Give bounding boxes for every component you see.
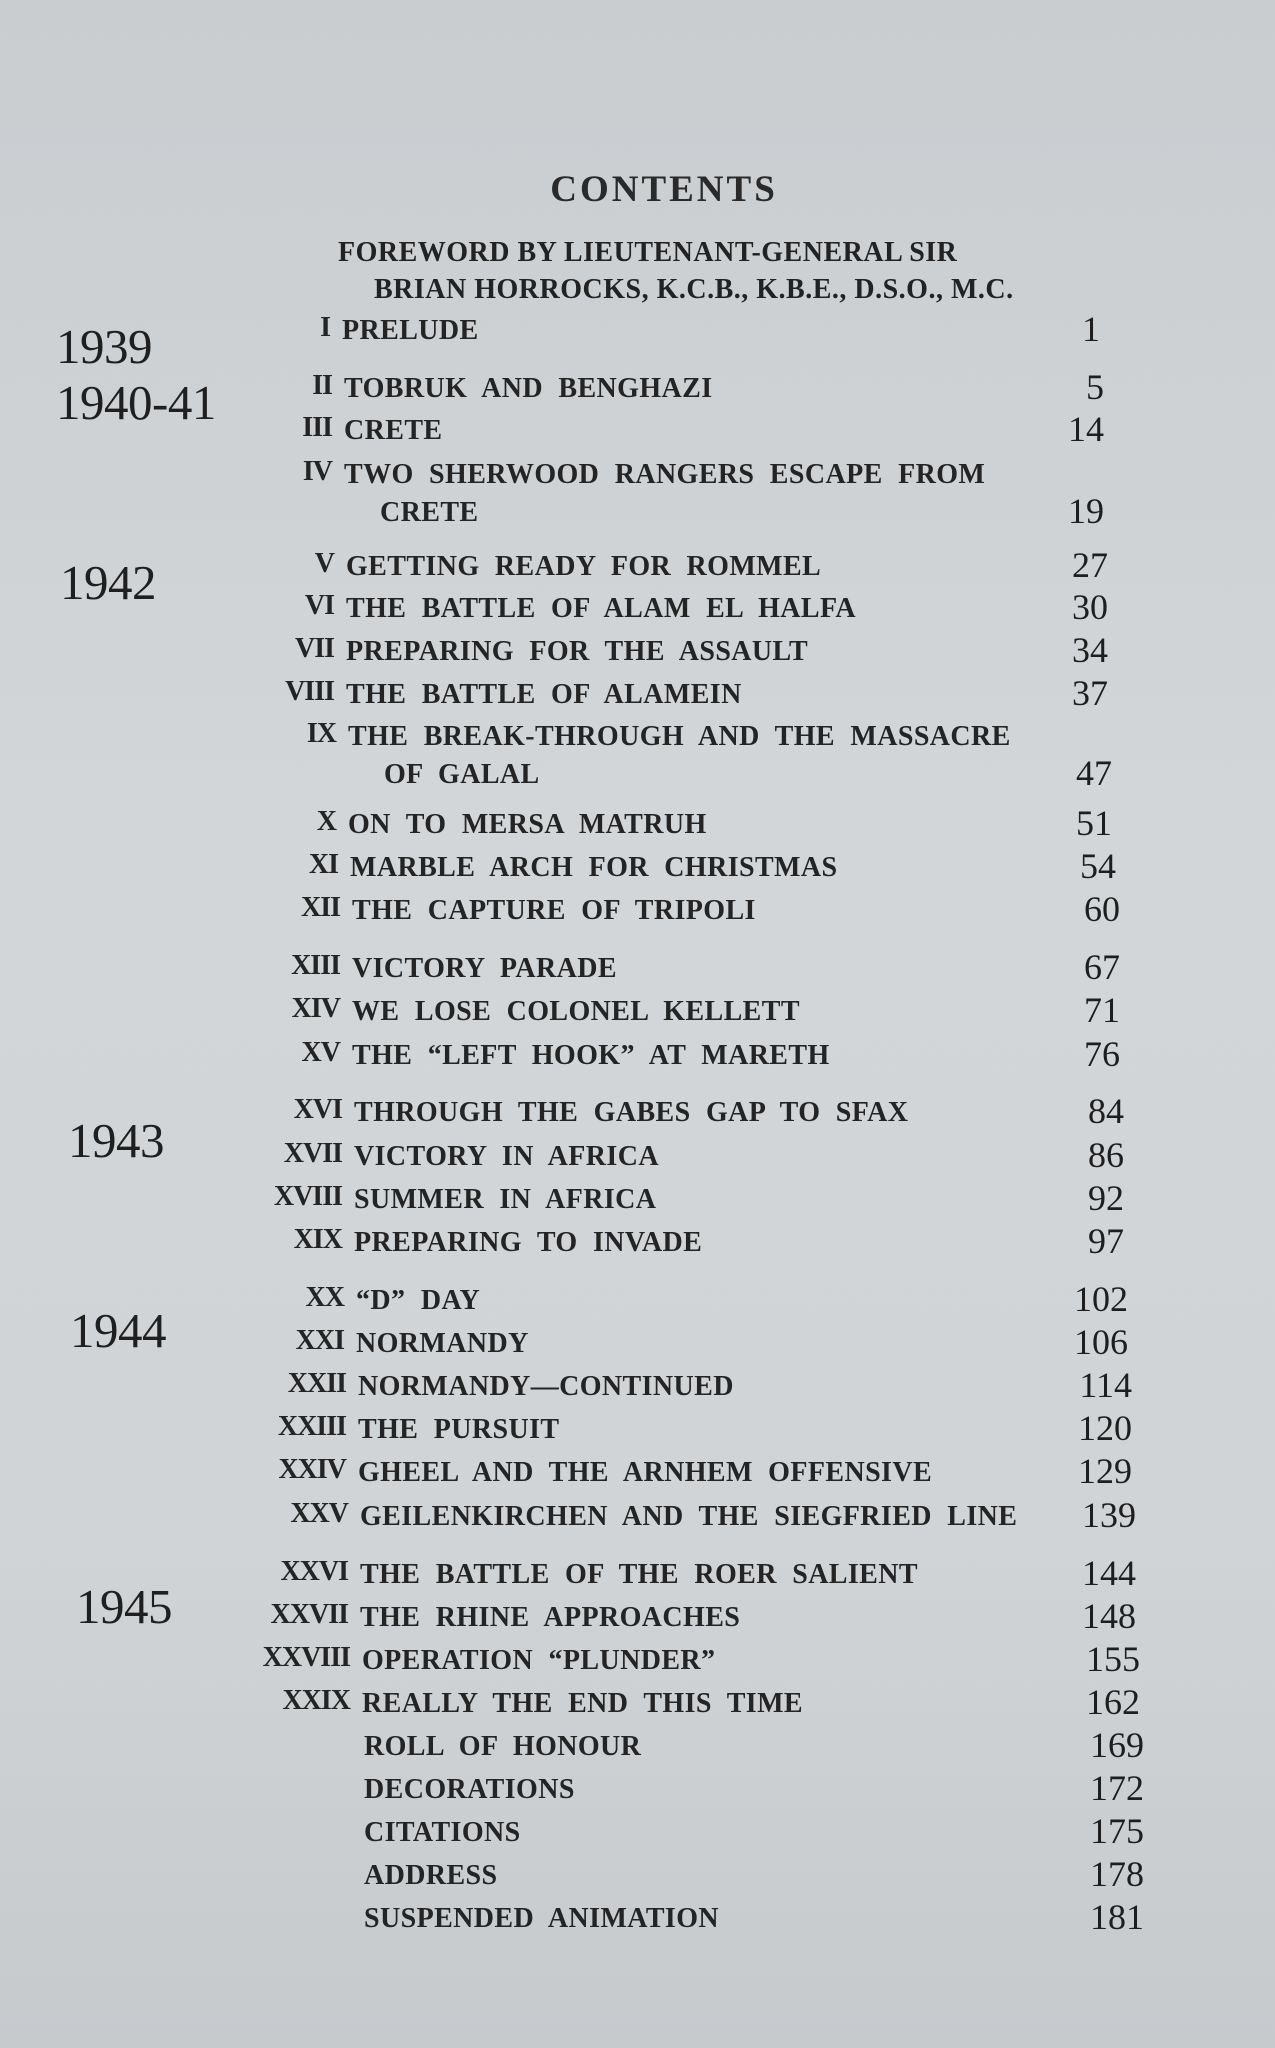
chapter-title-block: [344, 412, 442, 450]
page-number: 120: [1078, 1408, 1132, 1448]
page-number: 97: [1088, 1221, 1124, 1261]
page-number: 1: [1082, 309, 1100, 349]
chapter-title: REALLY THE END THIS TIME: [362, 1688, 804, 1719]
chapter-number: XIV: [291, 993, 340, 1024]
page-number: 175: [1090, 1811, 1144, 1851]
chapter-title: ON TO MERSA MATRUH: [348, 809, 707, 840]
year-label: 1943: [68, 1113, 164, 1168]
chapter-number: VIII: [285, 676, 334, 707]
chapter-title-continued: CRETE: [380, 497, 479, 528]
page-number: 67: [1084, 947, 1120, 987]
chapter-number: XXVII: [270, 1599, 348, 1630]
chapter-title-block: [360, 1556, 918, 1594]
page-number: 139: [1082, 1495, 1136, 1535]
chapter-title-block: [352, 1037, 830, 1075]
chapter-title: CITATIONS: [364, 1817, 521, 1848]
chapter-title-block: [354, 1094, 908, 1132]
chapter-title: NORMANDY: [356, 1328, 529, 1359]
chapter-title: PRELUDE: [342, 315, 479, 346]
page-number: 169: [1090, 1725, 1144, 1765]
chapter-title: THE BATTLE OF ALAM EL HALFA: [346, 593, 857, 624]
chapter-title: THE BREAK-THROUGH AND THE MASSACRE: [348, 721, 1011, 752]
chapter-number: VII: [294, 633, 334, 664]
chapter-title: OPERATION “PLUNDER”: [362, 1645, 716, 1676]
chapter-title: “D” DAY: [356, 1285, 481, 1316]
chapter-title-block: [356, 1282, 480, 1320]
chapter-title-block: [352, 892, 756, 930]
page-number: 54: [1080, 846, 1116, 886]
chapter-number: XVIII: [273, 1181, 342, 1212]
page-number: 102: [1074, 1279, 1128, 1319]
year-label: 1945: [76, 1579, 172, 1634]
chapter-title-block: [356, 1325, 529, 1363]
chapter-number: VI: [304, 590, 334, 621]
chapter-number: XI: [308, 849, 338, 880]
chapter-title-block: [362, 1685, 803, 1723]
chapter-title: PREPARING TO INVADE: [354, 1227, 703, 1258]
page-number: 37: [1072, 673, 1108, 713]
chapter-title-block: [358, 1368, 734, 1406]
chapter-title-block: [364, 1728, 641, 1766]
page-number: 5: [1086, 367, 1104, 407]
chapter-number: XXV: [290, 1498, 348, 1529]
page-number: 178: [1090, 1854, 1144, 1894]
chapter-title: GHEEL AND THE ARNHEM OFFENSIVE: [358, 1457, 933, 1488]
chapter-title: DECORATIONS: [364, 1774, 575, 1805]
chapter-number: XVI: [293, 1094, 342, 1125]
chapter-number: XXIV: [278, 1454, 346, 1485]
chapter-title: THE “LEFT HOOK” AT MARETH: [352, 1040, 830, 1071]
chapter-number: XXVI: [280, 1556, 348, 1587]
page-number: 92: [1088, 1178, 1124, 1218]
chapter-title-block: [344, 370, 713, 408]
chapter-number: XIII: [291, 950, 340, 981]
chapter-number: I: [320, 312, 330, 343]
year-label: 1942: [60, 555, 156, 610]
chapter-title: THROUGH THE GABES GAP TO SFAX: [354, 1097, 909, 1128]
chapter-title-block: [346, 676, 742, 714]
chapter-number: XV: [301, 1037, 340, 1068]
chapter-title: MARBLE ARCH FOR CHRISTMAS: [350, 852, 838, 883]
chapter-title: VICTORY PARADE: [352, 953, 617, 984]
foreword-line-1: FOREWORD BY LIEUTENANT-GENERAL SIR: [338, 237, 958, 268]
chapter-title-block: [348, 806, 707, 844]
chapter-title-block: [346, 633, 808, 671]
chapter-number: XXIII: [277, 1411, 346, 1442]
chapter-number: XXII: [287, 1368, 346, 1399]
page-number: 14: [1068, 409, 1104, 449]
chapter-title: GETTING READY FOR ROMMEL: [346, 551, 822, 582]
chapter-number: XIX: [293, 1224, 342, 1255]
chapter-title-block: [364, 1771, 575, 1809]
chapter-number: X: [316, 806, 336, 837]
chapter-title: PREPARING FOR THE ASSAULT: [346, 636, 809, 667]
chapter-title-block: [360, 1498, 1017, 1536]
chapter-number: XVII: [283, 1138, 342, 1169]
chapter-number: III: [302, 412, 332, 443]
page-number: 34: [1072, 630, 1108, 670]
chapter-number: IV: [302, 456, 332, 487]
chapter-title-block: [358, 1454, 932, 1492]
chapter-number: XXI: [295, 1325, 344, 1356]
chapter-title-block: [354, 1181, 656, 1219]
chapter-title: THE BATTLE OF THE ROER SALIENT: [360, 1559, 918, 1590]
foreword-line-2: BRIAN HORROCKS, K.C.B., K.B.E., D.S.O., M.C.: [374, 274, 1014, 305]
page-number: 27: [1072, 545, 1108, 585]
chapter-title-block: [342, 312, 479, 350]
chapter-title-block: [352, 950, 617, 988]
chapter-title: ROLL OF HONOUR: [364, 1731, 642, 1762]
page-number: 19: [1068, 491, 1104, 531]
foreword-entry: [338, 234, 1014, 308]
chapter-title: VICTORY IN AFRICA: [354, 1141, 659, 1172]
chapter-title-block: [364, 1814, 521, 1852]
year-label: 1939: [56, 319, 152, 374]
chapter-title: THE RHINE APPROACHES: [360, 1602, 741, 1633]
page-number: 148: [1082, 1596, 1136, 1636]
chapter-number: II: [312, 370, 332, 401]
page-number: 172: [1090, 1768, 1144, 1808]
chapter-title: GEILENKIRCHEN AND THE SIEGFRIED LINE: [360, 1501, 1018, 1532]
page-number: 155: [1086, 1639, 1140, 1679]
chapter-title: NORMANDY—CONTINUED: [358, 1371, 734, 1402]
chapter-number: XXIX: [282, 1685, 350, 1716]
chapter-title: TWO SHERWOOD RANGERS ESCAPE FROM: [344, 459, 986, 490]
chapter-title-block: [362, 1642, 715, 1680]
chapter-number: XX: [305, 1282, 344, 1313]
chapter-title-block: [364, 1857, 498, 1895]
chapter-title-block: [352, 993, 800, 1031]
chapter-title-block: [358, 1411, 559, 1449]
chapter-title: SUMMER IN AFRICA: [354, 1184, 657, 1215]
page-number: 181: [1090, 1897, 1144, 1937]
chapter-title-block: [346, 548, 821, 586]
chapter-number: IX: [306, 718, 336, 749]
chapter-number: XII: [300, 892, 340, 923]
page-number: 60: [1084, 889, 1120, 929]
chapter-title: CRETE: [344, 415, 443, 446]
page-title: CONTENTS: [550, 169, 778, 210]
page-number: 30: [1072, 587, 1108, 627]
page-number: 47: [1076, 753, 1112, 793]
page-number: 129: [1078, 1451, 1132, 1491]
page-number: 86: [1088, 1135, 1124, 1175]
chapter-title-continued: OF GALAL: [384, 759, 540, 790]
year-label: 1940-41: [56, 375, 216, 430]
year-label: 1944: [70, 1303, 166, 1358]
page-number: 71: [1084, 990, 1120, 1030]
chapter-title: THE BATTLE OF ALAMEIN: [346, 679, 742, 710]
chapter-number: V: [314, 548, 334, 579]
page-number: 51: [1076, 803, 1112, 843]
chapter-number: XXVIII: [262, 1642, 350, 1673]
chapter-title-block: [360, 1599, 740, 1637]
chapter-title-block: [346, 590, 856, 628]
page-number: 106: [1074, 1322, 1128, 1362]
page-number: 162: [1086, 1682, 1140, 1722]
chapter-title-block: [348, 718, 1011, 794]
chapter-title: THE PURSUIT: [358, 1414, 560, 1445]
chapter-title: WE LOSE COLONEL KELLETT: [352, 996, 800, 1027]
chapter-title: THE CAPTURE OF TRIPOLI: [352, 895, 756, 926]
chapter-title-block: [364, 1900, 719, 1938]
chapter-title: ADDRESS: [364, 1860, 498, 1891]
page-number: 84: [1088, 1091, 1124, 1131]
chapter-title: SUSPENDED ANIMATION: [364, 1903, 720, 1934]
chapter-title-block: [354, 1138, 659, 1176]
chapter-title-block: [354, 1224, 702, 1262]
chapter-title-block: [344, 456, 985, 532]
page-number: 76: [1084, 1034, 1120, 1074]
chapter-title-block: [350, 849, 837, 887]
page-number: 144: [1082, 1553, 1136, 1593]
page-number: 114: [1079, 1365, 1132, 1405]
chapter-title: TOBRUK AND BENGHAZI: [344, 373, 713, 404]
